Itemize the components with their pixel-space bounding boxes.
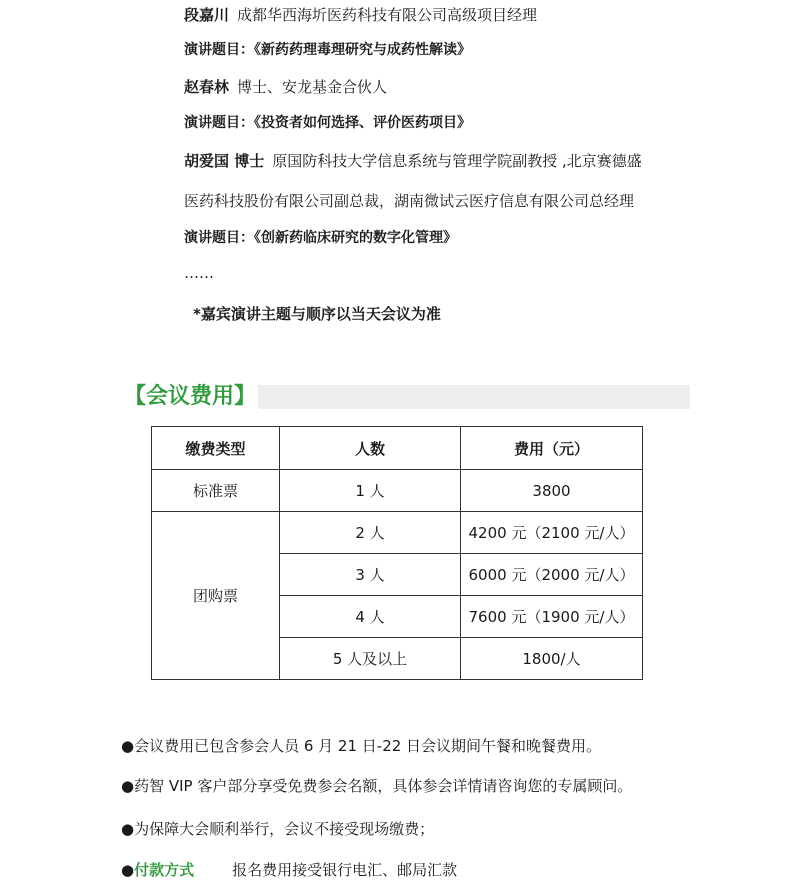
payment-label: 付款方式 <box>134 861 195 879</box>
speaker-name: 胡爱国 博士 <box>184 152 265 170</box>
people-count: 4 人 <box>280 596 461 638</box>
speaker-title: 原国防科技大学信息系统与管理学院副教授 ,北京赛德盛 <box>272 152 642 170</box>
people-count: 2 人 <box>280 512 461 554</box>
fee-amount: 7600 元（1900 元/人） <box>461 596 643 638</box>
fee-table <box>151 426 643 680</box>
speaker-title-continued: 医药科技股份有限公司副总裁，湖南微试云医疗信息有限公司总经理 <box>184 192 635 210</box>
speaker-line <box>184 76 387 97</box>
ticket-type: 团购票 <box>152 512 280 680</box>
speaker-topic: 演讲题目：《新药药理毒理研究与成药性解读》 <box>184 42 471 58</box>
ticket-type: 标准票 <box>152 470 280 512</box>
speaker-line <box>184 4 537 25</box>
speaker-name: 赵春林 <box>184 78 230 96</box>
fee-amount: 6000 元（2000 元/人） <box>461 554 643 596</box>
speaker-title: 博士、安龙基金合伙人 <box>237 78 388 96</box>
speaker-name: 段嘉川 <box>184 6 230 24</box>
info-bullet: ●会议费用已包含参会人员 6 月 21 日-22 日会议期间午餐和晚餐费用。 <box>121 737 602 755</box>
speaker-note: *嘉宾演讲主题与顺序以当天会议为准 <box>193 305 441 323</box>
table-row <box>152 470 643 512</box>
people-count: 5 人及以上 <box>280 638 461 680</box>
table-header-row <box>152 427 643 470</box>
column-header: 费用（元） <box>461 427 643 470</box>
fee-amount: 3800 <box>461 470 643 512</box>
fee-amount: 1800/人 <box>461 638 643 680</box>
payment-line <box>121 859 457 880</box>
table-row <box>152 512 643 554</box>
column-header: 缴费类型 <box>152 427 280 470</box>
info-bullet: ●药智 VIP 客户部分享受免费参会名额，具体参会详情请咨询您的专属顾问。 <box>121 777 633 795</box>
speaker-line <box>184 150 642 171</box>
bullet-dot: ● <box>121 861 135 879</box>
speaker-topic: 演讲题目：《投资者如何选择、评价医药项目》 <box>184 115 471 131</box>
ellipsis: …… <box>184 264 214 282</box>
people-count: 3 人 <box>280 554 461 596</box>
people-count: 1 人 <box>280 470 461 512</box>
payment-text: 报名费用接受银行电汇、邮局汇款 <box>232 861 458 879</box>
speaker-title: 成都华西海圻医药科技有限公司高级项目经理 <box>237 6 538 24</box>
column-header: 人数 <box>280 427 461 470</box>
info-bullet: ●为保障大会顺利举行，会议不接受现场缴费； <box>121 820 435 838</box>
fee-amount: 4200 元（2100 元/人） <box>461 512 643 554</box>
section-title: 【会议费用】 <box>124 382 258 412</box>
speaker-topic: 演讲题目：《创新药临床研究的数字化管理》 <box>184 230 457 246</box>
